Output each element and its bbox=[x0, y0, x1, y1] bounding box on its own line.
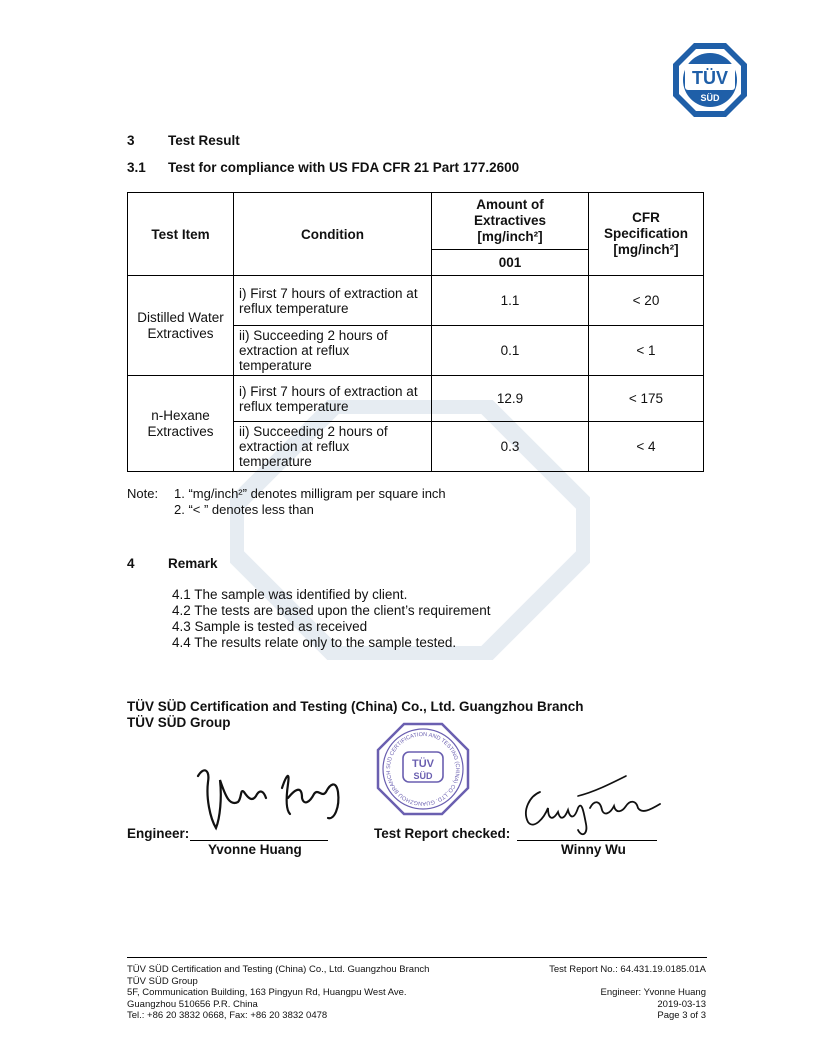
stamp-bottom-text: SÜD bbox=[413, 771, 433, 781]
condition-line: reflux temperature bbox=[239, 300, 349, 316]
note-items bbox=[174, 486, 446, 518]
table-header-row bbox=[128, 193, 704, 250]
note-label: Note: bbox=[127, 486, 159, 501]
footer-report-info bbox=[480, 964, 706, 1022]
checked-signature-line bbox=[517, 840, 657, 841]
condition-line: i) First 7 hours of extraction at bbox=[239, 383, 418, 399]
header-cfr bbox=[589, 193, 704, 276]
checker-signature bbox=[518, 770, 668, 840]
remark-item: 4.3 Sample is tested as received bbox=[172, 619, 368, 634]
footer-page-number: Page 3 of 3 bbox=[657, 1010, 706, 1021]
company-stamp bbox=[376, 722, 470, 816]
condition-cell bbox=[234, 326, 432, 376]
test-item-cell bbox=[128, 276, 234, 376]
logo-bottom-text: SÜD bbox=[700, 93, 720, 103]
test-item-line: Distilled Water bbox=[137, 309, 224, 325]
header-test-item: Test Item bbox=[128, 193, 234, 276]
test-item-cell bbox=[128, 376, 234, 472]
amount-cell: 0.3 bbox=[432, 422, 589, 472]
header-sample-id: 001 bbox=[432, 250, 589, 276]
condition-line: ii) Succeeding 2 hours of bbox=[239, 424, 388, 439]
footer-line: TÜV SÜD Group bbox=[127, 975, 198, 987]
spec-cell: < 4 bbox=[589, 422, 704, 472]
stamp-ring-text: SUD CERTIFICATION AND TESTING (CHINA) CO.,LTD. GUANGZHOU BRANCH bbox=[385, 731, 461, 807]
header-condition: Condition bbox=[234, 193, 432, 276]
tuv-sud-logo bbox=[672, 42, 748, 118]
company-group: TÜV SÜD Group bbox=[127, 715, 231, 730]
remarks-list bbox=[172, 587, 490, 651]
header-amount-line: Extractives bbox=[473, 213, 547, 228]
condition-line: extraction at reflux bbox=[239, 439, 350, 454]
footer-address bbox=[127, 964, 429, 1022]
spec-cell: < 1 bbox=[589, 326, 704, 376]
condition-line: temperature bbox=[239, 358, 312, 373]
footer-line: TÜV SÜD Certification and Testing (China) Co., Ltd. Guangzhou Branch bbox=[127, 964, 430, 975]
footer-line: Guangzhou 510656 P.R. China bbox=[127, 998, 258, 1010]
header-cfr-line: CFR bbox=[632, 210, 660, 225]
spec-cell: < 175 bbox=[589, 376, 704, 422]
remark-item: 4.4 The results relate only to the sample tested. bbox=[172, 635, 457, 650]
condition-line: temperature bbox=[239, 454, 312, 469]
section-4-title: Remark bbox=[168, 556, 218, 571]
condition-line: ii) Succeeding 2 hours of bbox=[239, 328, 388, 343]
amount-cell: 12.9 bbox=[432, 376, 589, 422]
condition-line: extraction at reflux bbox=[239, 343, 350, 358]
remark-item: 4.1 The sample was identified by client. bbox=[172, 587, 408, 602]
footer-divider bbox=[127, 957, 707, 958]
note-item: 1. “mg/inch²” denotes milligram per square inch bbox=[174, 486, 446, 501]
logo-top-text: TÜV bbox=[692, 68, 728, 88]
spec-cell: < 20 bbox=[589, 276, 704, 326]
company-block bbox=[127, 699, 584, 731]
engineer-signature bbox=[190, 758, 350, 838]
condition-line: reflux temperature bbox=[239, 398, 349, 414]
amount-cell: 1.1 bbox=[432, 276, 589, 326]
test-item-line: n-Hexane bbox=[151, 407, 210, 423]
table-row bbox=[128, 276, 704, 326]
header-cfr-line: [mg/inch²] bbox=[613, 242, 679, 257]
company-name: TÜV SÜD Certification and Testing (China) Co., Ltd. Guangzhou Branch bbox=[127, 699, 584, 714]
footer-date: 2019-03-13 bbox=[657, 998, 706, 1010]
footer-line: 5F, Communication Building, 163 Pingyun Rd, Huangpu West Ave. bbox=[127, 987, 407, 998]
test-item-line: Extractives bbox=[147, 423, 214, 439]
condition-cell bbox=[234, 422, 432, 472]
header-amount bbox=[432, 193, 589, 250]
stamp-top-text: TÜV bbox=[412, 758, 434, 770]
footer-report-number: Test Report No.: 64.431.19.0185.01A bbox=[549, 964, 706, 975]
test-item-line: Extractives bbox=[147, 325, 214, 341]
header-cfr-line: Specification bbox=[603, 226, 689, 241]
header-amount-line: [mg/inch²] bbox=[477, 229, 543, 244]
condition-line: i) First 7 hours of extraction at bbox=[239, 285, 418, 301]
checked-name: Winny Wu bbox=[561, 842, 626, 857]
amount-cell: 0.1 bbox=[432, 326, 589, 376]
header-amount-line: Amount of bbox=[476, 197, 544, 212]
engineer-label: Engineer: bbox=[127, 826, 190, 841]
section-3-1-number: 3.1 bbox=[127, 160, 146, 175]
section-3-1-title: Test for compliance with US FDA CFR 21 Part 177.2600 bbox=[168, 160, 520, 175]
remark-item: 4.2 The tests are based upon the client’s requirement bbox=[172, 603, 491, 618]
checked-label: Test Report checked: bbox=[374, 826, 511, 841]
footer-line: Tel.: +86 20 3832 0668, Fax: +86 20 3832 0478 bbox=[127, 1010, 328, 1021]
condition-cell bbox=[234, 376, 432, 422]
footer-spacer bbox=[480, 976, 706, 988]
condition-cell bbox=[234, 276, 432, 326]
section-3-number: 3 bbox=[127, 133, 135, 148]
footer-engineer: Engineer: Yvonne Huang bbox=[600, 987, 706, 998]
table-row bbox=[128, 376, 704, 422]
section-4-number: 4 bbox=[127, 556, 135, 571]
section-3-title: Test Result bbox=[168, 133, 240, 148]
engineer-name: Yvonne Huang bbox=[208, 842, 302, 857]
note-item: 2. “< ” denotes less than bbox=[174, 502, 314, 517]
engineer-signature-line bbox=[190, 840, 328, 841]
results-table bbox=[127, 192, 704, 472]
